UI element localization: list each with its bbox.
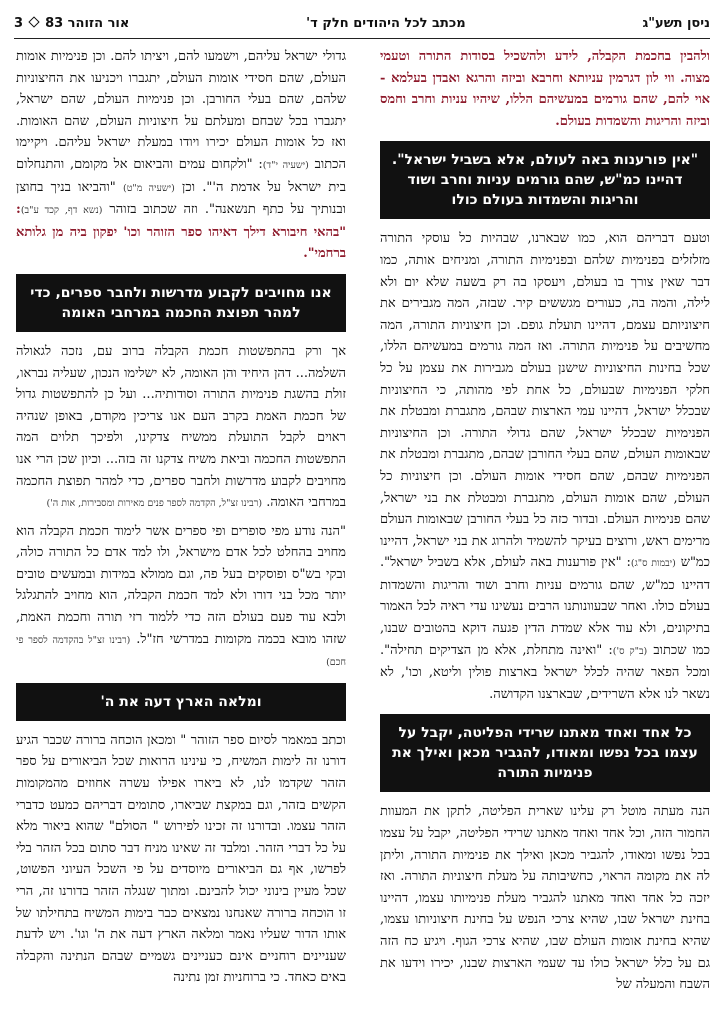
- body-text: : "אין פורענות באה לעולם, אלא בשביל ישראל". דהיינו כמ"ש, שהם גורמים עניות וחרב ושוד והריגות והשמדות בעולם כולו. ואחר שבעוונותנו הרבים נעשינו עדי ראיה לכל האמור בתיקונים, ולא עוד אלא שמדת הדין פגעה דוקא בהטובים שבנו, כמו שכתוב: [380, 555, 710, 658]
- section-heading-box: אנו מחויבים לקבוע מדרשות ולחבר ספרים, כדי למהר תפוצת החכמה במרחבי האומה: [16, 274, 346, 332]
- body-text: "והביאו בניך בחוצן ובנותיך על כתף תנשאנה". וזה שכתוב בזוהר: [16, 179, 346, 218]
- header-publication-group: [14, 16, 129, 31]
- citation: (רבינו זצ"ל, הקדמה לספר פנים מאירות ומסבירות, אות ה'): [46, 498, 263, 510]
- body-text: אך ורק בהתפשטות חכמת הקבלה ברוב עם, נזכה לגאולה השלמה... דהן היחיד והן האומה, לא ישלימו הנכון, שעליה נבראו, זולת בהשגת פנימיות התורה וסודותיה... ועל כן להתפשטות גדול של חכמת האמת בקרב העם אנו צריכין מקודם, באופן שנהיה ראוים לקבל התועלת ממשיח צדקינו, ולפיכך תלוים המה התפשטות החכמה וביאת משיח צדקנו זה בזה... וכיון שכן הרי אנו מחויבים לקבוע מדרשות ולחבר ספרים, כדי למהר תפוצת החכמה במרחבי האומה.: [16, 343, 346, 511]
- body-text: וטעם דבריהם הוא, כמו שבארנו, שבהיות כל עוסקי התורה מזלזלים בפנימיות שלהם ובפנימיות התורה, ומניחים אותה, כמו דבר שאין צורך בו בעולם, ויעסקו בה רק בשעה שלא יום ולא לילה, והמה בה, כעורים מגששים קיר. שבזה, המה מגבירים את חיצוניותם עצמם, דהיינו תועלת גופם. וכן חיצוניות התורה, המה מחשיבים על פנימיות התורה. ואז המה גורמים במעשיהם הללו, שכל בחינות החיצוניות שישנן בעולם מגבירות את עצמן על כל חלקי הפנימיות שבעולם, כל אחת לפי מהותה, כי החיצוניות שבכלל ישראל, דהיינו עמי הארצות שבהם, מתגברת ומבטלת את הפנימיות שבכלל ישראל, שהם גדולי התורה. וכן החיצוניות שבאומות העולם, שהם בעלי החורבן שבהם, מתגברת ומבטלת את הפנימיות שבהם, שהם חסידי אומות העולם. וכן חיצוניות כל העולם, שהם אומות העולם, מתגברת ומבטלת את בני ישראל, שהם פנימיות העולם. ובדור כזה כל בעלי החורבן שבאומות העולם מרימים ראש, ורוצים בעיקר להשמיד ולהרוג את בני ישראל, דהיינו כמ"ש: [380, 231, 710, 571]
- citation: (יבמות ס"ג): [630, 558, 676, 570]
- body-paragraph: [380, 228, 710, 705]
- citation: (נשא דף, קכד ע"ב): [20, 205, 103, 217]
- header-rule: [14, 38, 710, 39]
- body-text: : "ואינה מתחלת, אלא מן הצדיקים תחילה". ומכל הפאר שהיה לכלל ישראל בארצות פולין וליטא, וכו', לא נשאר לנו אלא השרידים, שבארצנו הקדושה.: [380, 642, 710, 702]
- body-paragraph: [16, 46, 346, 265]
- citation: (ישעיה מ"ט): [122, 182, 175, 194]
- right-column: [380, 46, 710, 1016]
- body-paragraph: וכתב במאמר לסיום ספר הזוהר " ומכאן הוכחה ברורה שכבר הגיע דורנו זה לימות המשיח, כי עינינו הרואות שכל הביאורים על ספר הזהר שקדמו לנו, לא ביארו אפילו עשרה אחוזים מהמקומות הקשים בזהר, וגם במקצת שביארו, סתומים דבריהם כמעט כדברי הזהר עצמו. ובדורנו זה זכינו לפירוש " הסולם" שהוא ביאור מלא על כל דברי הזהר. ומלבד זה שאינו מניח דבר סתום בכל הזהר בלי לפרשו, אף גם הביאורים מיוסדים על פי השכל העיוני הפשוט, שכל מעיין בינוני יכול להבינם. ומתוך שנגלה הזהר בדורנו זה, הרי זו הוכחה ברורה שאנחנו נמצאים כבר בימות המשיח בתחילתו של אותו הדור שעליו נאמר ומלאה הארץ דעה את ה' וגו'. ויש לדעת שעניינים רוחניים אינם כעניינים גשמיים שבהם הנתינה והקבלה באים כאחד. כי ברוחניות זמן נתינה: [16, 732, 346, 986]
- body-text: גדולי ישראל עליהם, וישמעו להם, ויציתו להם. וכן פנימיות אומות העולם, שהם חסידי אומות העולם, יתגברו ויכניעו את החיצוניות שלהם, שהם בעלי החורבן. וכן פנימיות העולם, שהם ישראל, יתגברו בכל שבחם ומעלתם על חיצוניות העולם, שהם האומות. ואז כל אומות העולם יכירו ויודו במעלת ישראל עליהם. ויקיימו הכתוב: [16, 49, 346, 172]
- section-heading-box: "אין פורענות באה לעולם, אלא בשביל ישראל". דהיינו כמ"ש, שהם גורמים עניות וחרב ושוד והריגות והשמדות בעולם כולו: [380, 141, 710, 219]
- body-paragraph: הנה מעתה מוטל רק עלינו שארית הפליטה, לתקן את המעוות החמור הזה, וכל אחד ואחד מאתנו שרידי הפליטה, יקבל על עצמו בכל נפשו ומאודו, להגביר מכאן ואילך את פנימיות התורה, וליתן לה את מקומה הראוי, כחשיבותה על מעלת חיצוניות התורה. ואז יזכה כל אחד ואחד מאתנו להגביר מעלת פנימיותו עצמו, דהיינו בחינת ישראל שבו, שהיא צרכי הנפש על בחינת חיצוניותו עצמו, שהיא בחינת אומות העולם שבו, שהיא צרכי הגוף. ויגיע כח הזה גם על כלל ישראל כולו עד שעמי הארצות שבנו, יכירו וידעו את השבח והמעלה של: [380, 804, 710, 993]
- header-date: ניסן תשע"ג: [642, 15, 710, 31]
- body-text: "הנה נודע מפי סופרים ופי ספרים אשר לימוד חכמת הקבלה הוא מחויב בהחלט לכל אדם מישראל, ולו למד אדם כל התורה כולה, ובקי בש"ס ופוסקים בעל פה, וגם ממולא במידות ובמעשים טובים יותר מכל בני דורו ולא למד חכמת הקבלה, הוא מחויב להתגלגל ולבא עוד פעם בעולם הזה כדי ללמוד רזי תורה וחכמת האמת, שזהו מובא בכמה מקומות במדרשי חז"ל.: [16, 523, 346, 647]
- section-heading-box: כל אחד ואחד מאתנו שרידי הפליטה, יקבל על עצמו בכל נפשו ומאודו, להגביר מכאן ואילך את פנימיות התורה: [380, 714, 710, 792]
- page-number: 3: [14, 15, 24, 31]
- section-heading-box: ומלאה הארץ דעה את ה': [16, 683, 346, 721]
- body-paragraph: [16, 521, 346, 674]
- left-column: [16, 46, 346, 1016]
- body-text: : "ולקחום עמים והביאום אל מקומם, והתנחלום בית ישראל על אדמת ה'". וכן: [16, 156, 346, 195]
- header-title: מכתב לכל היהודים חלק ד': [306, 15, 466, 31]
- citation: (רבינו זצ"ל בהקדמה לספר פי חכם): [16, 634, 346, 669]
- highlighted-quote: : "בהאי חיבורא דילך דאיהו ספר הזוהר וכו' יפקון ביה מן גלותא ברחמי".: [16, 202, 346, 262]
- citation: (ישעיה י"ד): [262, 159, 309, 171]
- diamond-icon: [28, 16, 39, 27]
- citation: (ב"ק ס'): [612, 645, 648, 657]
- header-publication: אור הזוהר 83: [45, 15, 130, 31]
- intro-paragraph: ולהבין בחכמת הקבלה, לידע ולהשכיל בסודות התורה וטעמי מצוה. ווי לון דגרמין עניותא וחרבא וביזה והרגא ואבדן בעלמא - אוי להם, שהם גורמים במעשיהם הללו, שיהיו עניות וחרב וחמס וביזה והריגות והשמדות בעולם.: [380, 49, 710, 129]
- body-paragraph: [16, 341, 346, 515]
- page-header: [14, 12, 710, 34]
